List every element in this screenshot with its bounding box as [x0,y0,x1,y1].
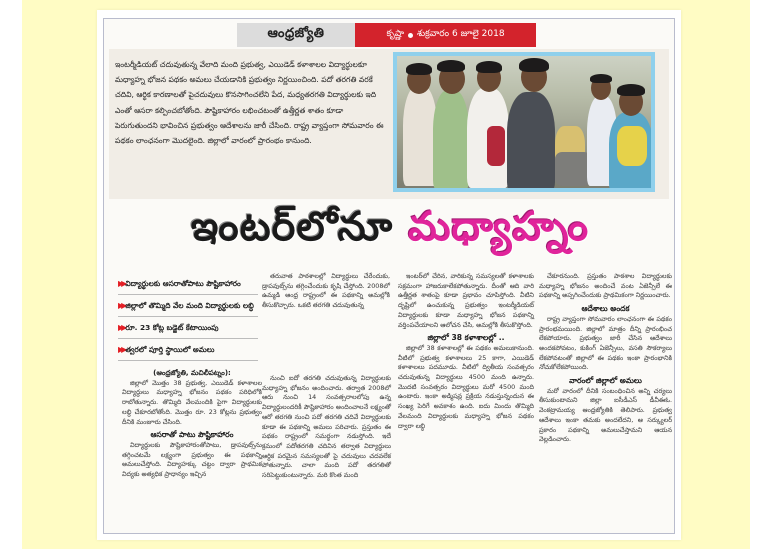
article-column-2-top [262,272,390,311]
highlight-item: ▶▶ త్వరలో పూర్తి స్థాయిలో అమలు [118,339,258,361]
paragraph: చేకూరనుంది. ప్రస్తుతం పాఠశాల విద్యార్థులకు మధ్యాహ్న భోజనం అందించే వంట ఏజెన్సీలే ఈ పథకాన్ని అప్పగించేందుకు ప్రాథమికంగా నిర్ణయించారు. [539,272,672,300]
dateline: (ఆంధ్రజ్యోతి, మచిలీపట్నం): [153,369,231,377]
date-label: శుక్రవారం 6 జూలై 2018 [417,29,505,39]
subheading: ఆసరాతో పాటు పౌష్టికాహారం [150,430,234,440]
newspaper-clipping [97,10,681,540]
subheading: ఆదేశాలు అందక [581,304,630,314]
highlight-item: ▶▶ జిల్లాలో తొమ్మిది వేల మంది విద్యార్థులకు లబ్ధి [118,295,258,317]
headline-part-1: ఇంటర్‌లోనూ [190,204,394,250]
paragraph: జిల్లాలో మొత్తం 38 ప్రభుత్వ, ఎయిడెడ్ కళాశాలల విద్యార్థులు మధ్యాహ్న భోజనం పథకం పరిధిలోకి రాబోతున్నారు. తొమ్మిది వేలమందికి పైగా విద్యార్థులకు లబ్ధి చేకూరబోతోంది. మొత్తం రూ. 23 కోట్లను ప్రభుత్వం దీనికి మంజూరు చేసింది. [122,378,262,426]
paragraph: రాష్ట్ర వ్యాప్తంగా సోమవారం లాంఛనంగా ఈ పథకం ప్రారంభమయింది. జిల్లాలో మాత్రం దీన్ని ప్రారంభించ లేకపోయారు. ప్రభుత్వం జారీ చేసిన ఆదేశాలు అందకపోవటం, కుకింగ్ ఏజెన్సీలు, వసతి సౌకర్యాలు లేకపోవటంతో జిల్లాలో ఈ పథకం ఇంకా ప్రారంభానికి నోచుకోలేకపోయింది. [539,314,672,372]
clipping-frame [103,18,675,534]
paragraph: ఇంటర్‌లో చేరిన, వారికున్న సమస్యలతో కళాశాలకు సక్రమంగా హాజరుకాలేకపోతున్నారు. దీంతో ఆది వారి ఉత్తీర్ణత శాతంపై కూడా ప్రభావం చూపిస్తోంది. వీటిని దృష్టిలో ఉంచుకున్న ప్రభుత్వం ఇంటర్మీడియట్ విద్యార్థులకు కూడా మధ్యాహ్న భోజన పథకాన్ని వర్తింపచేయాలని ఆలోచన చేసి, అమల్లోకి తీసుకొస్తోంది. [398,272,534,329]
double-arrow-icon: ▶▶ [118,322,125,332]
paper-logo: ఆంధ్రజ్యోతి [237,23,355,47]
double-arrow-icon: ▶▶ [118,278,125,288]
intro-text: ఇంటర్మీడియట్ చదువుతున్న వేలాది మంది ప్రభుత్వ, ఎయిడెడ్ కళాశాలల విద్యార్థులకూ మధ్యాహ్న భోజన పథకం అమలు చేయడానికి ప్రభుత్వం నిర్ణయించింది. పదో తరగతి వరకే చదివి, ఆర్థిక కారణాలతో పైచదువులు కొనసాగించలేని పేద, మధ్యతరగతి విద్యార్థులకు ఇది ఎంతో ఆసరా కల్పించబోతోంది. పౌష్టికాహారం లభించటంతో ఉత్తీర్ణత శాతం కూడా పెరుగుతుందని భావించిన ప్రభుత్వం ఆదేశాలను జారీ చేసింది. రాష్ట్ర వ్యాప్తంగా సోమవారం ఈ పథకం లాంఛనంగా మొదలైంది. జిల్లాలో వారంలో ప్రారంభం కానుంది. [115,60,384,146]
article-column-2-bottom [262,374,391,481]
paragraph: జిల్లాలో 38 కళాశాలల్లో ఈ పథకం అమలుకానుంది. వీటిలో ప్రభుత్వ కళాశాలలు 25 కాగా, ఎయిడెడ్ కళాశాలలు పదమూడు. వీటిలో ద్వితీయ సంవత్సరం చదువుతున్న విద్యార్థులు 4500 మంది ఉన్నారు. మొదటి సంవత్సరం విద్యార్థులు మరో 4500 మంది ఉంటారు. ఇంకా అడ్మిషన్ల ప్రక్రియ నడుస్తున్నందున ఈ సంఖ్య పెరిగే అవకాశం ఉంది. ఐదు మిందు తొమ్మిది వేలమంది విద్యార్థులకు మధ్యాహ్న భోజన పథకం ద్వారా లబ్ధి [398,343,534,430]
paragraph: విద్యార్థులకు పౌష్టికాహారంతోపాటు, డ్రాపవుట్స్‌ను తగ్గించటమే లక్ష్యంగా ప్రభుత్వం ఈ పథకాన్ని అమలుచేస్తోంది. విద్యాహక్కు చట్టం ద్వారా ప్రాథమిక విద్యకు అత్యధిక ప్రాధాన్యం ఇచ్చిన [122,440,262,479]
masthead [237,23,536,47]
article-column-1 [122,369,262,480]
intro-box [109,49,669,199]
headline [104,201,676,253]
article-column-3 [398,272,534,431]
paragraph: తరువాత పాఠశాలల్లో విద్యార్థులు చేరేందుకు, డ్రాపవుట్స్‌ను తగ్గించేందుకు కృషి చేస్తోంది. 2008లో ఉమ్మడి ఆంధ్ర రాష్ట్రంలో ఈ పథకాన్ని అమల్లోకి తీసుకొచ్చారు. ఒకటి తరగతి చదువుతున్న [262,272,390,310]
bullet-dot-icon [408,33,413,38]
subheading: వారంలో జిల్లాలో అమలు [569,376,642,386]
highlights-list [118,273,258,361]
students-queue-image [397,56,651,188]
double-arrow-icon: ▶▶ [118,344,125,354]
article-column-4 [539,272,672,445]
district-label: కృష్ణా [386,29,405,39]
paragraph: నుంచి ఐదో తరగతి చదువుతున్న విద్యార్థులకు మధ్యాహ్న భోజనం అందించారు. తర్వాత 2008లో ఆరు నుంచి 14 సంవత్సరాలలోపు ఉన్న విద్యార్థులందరికీ పౌష్టికాహారం అందించాలనే లక్ష్యంతో ఆరో తరగతి నుంచి పదో తరగతి చదివే విద్యార్థులకు కూడా ఈ పథకాన్ని అమలు పరిచారు. ప్రస్తుతం ఈ పథకం రాష్ట్రంలో సమర్థంగా నడుస్తోంది. ఇదే క్రమంలో పదోతరగతి చదివిన తర్వాత విద్యార్థులు ఆర్థిక పరమైన సమస్యలతో పై చదువులు చదవలేక పోతున్నారు. చాలా మంది పదో తరగతితో సరిపెట్టుకుంటున్నారు. మరి కొంత మంది [262,374,391,480]
edition-date-bar [355,23,536,47]
highlight-item: ▶▶ రూ. 23 కోట్ల బడ్జెట్ కేటాయింపు [118,317,258,339]
headline-part-2: మధ్యాహ్నం [408,204,590,250]
double-arrow-icon: ▶▶ [118,300,125,310]
news-photo [393,52,655,192]
paragraph: మరో వారంలో దీనికి సంబంధించిన అన్ని చర్యలు తీసుకుంటామని జిల్లా ఐసీడీఎస్ డీవీఈఓ. వెంకట్రామయ్య ఆంధ్రజ్యోతికి తెలిపారు. ప్రభుత్వ ఆదేశాలు ఇంకా తమకు అందలేదని, ఆ సర్క్యులర్ ప్రకారం పథకాన్ని అమలుచేస్తామని ఆయన వెల్లడించారు. [539,386,672,444]
highlight-item: ▶▶ విద్యార్థులకు ఆసరాతోపాటు పౌష్టికాహారం [118,273,258,295]
subheading: జిల్లాలో 38 కళాశాలల్లో .. [427,333,505,343]
